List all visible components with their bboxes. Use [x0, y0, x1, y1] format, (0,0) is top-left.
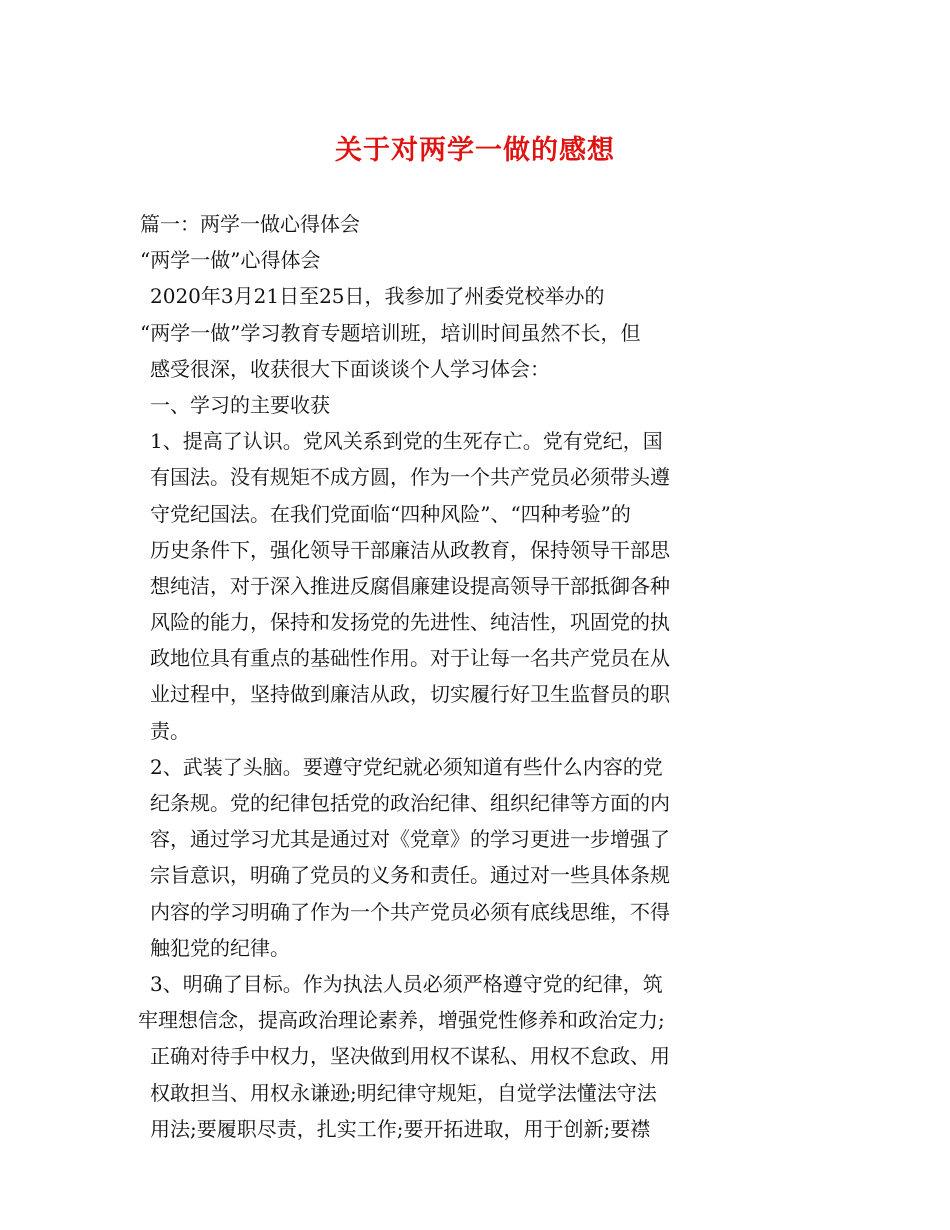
paragraph-line: 内容的学习明确了作为一个共产党员必须有底线思维，不得: [150, 899, 670, 924]
paragraph-line: 有国法。没有规矩不成方圆，作为一个共产党员必须带头遵: [150, 465, 670, 490]
paragraph-line: 1、提高了认识。党风关系到党的生死存亡。党有党纪，国: [150, 429, 663, 454]
paragraph-line: 政地位具有重点的基础性作用。对于让每一名共产党员在从: [150, 646, 670, 671]
paragraph-line: 宗旨意识，明确了党员的义务和责任。通过对一些具体条规: [150, 863, 670, 888]
paragraph-line: 容，通过学习尤其是通过对《党章》的学习更进一步增强了: [150, 827, 670, 852]
section-heading: 篇一：两学一做心得体会: [140, 212, 360, 236]
paragraph-line: 感受很深，收获很大下面谈谈个人学习体会：: [150, 356, 550, 381]
paragraph-line: 风险的能力，保持和发扬党的先进性、纯洁性，巩固党的执: [150, 610, 670, 635]
paragraph-line: 2、武装了头脑。要遵守党纪就必须知道有些什么内容的党: [150, 754, 663, 779]
paragraph-line: 纪条规。党的纪律包括党的政治纪律、组织纪律等方面的内: [150, 791, 670, 815]
paragraph-line: 守党纪国法。在我们党面临“四种风险”、“四种考验”的: [150, 501, 631, 526]
paragraph-line: 想纯洁，对于深入推进反腐倡廉建设提高领导干部抵御各种: [150, 573, 670, 598]
paragraph-line: 用法;要履职尽责，扎实工作;要开拓进取，用于创新;要襟: [150, 1116, 651, 1141]
paragraph-line: 权敢担当、用权永谦逊;明纪律守规矩，自觉学法懂法守法: [150, 1080, 657, 1105]
document-body: [138, 206, 728, 1147]
paragraph-line: 历史条件下，强化领导干部廉洁从政教育，保持领导干部思: [150, 537, 670, 562]
paragraph-line: 触犯党的纪律。: [150, 935, 290, 960]
subsection-heading: 一、学习的主要收获: [150, 392, 330, 417]
paragraph-line: “两学一做”学习教育专题培训班，培训时间虽然不长，但: [140, 320, 641, 345]
document-title: 关于对两学一做的感想: [335, 135, 615, 166]
paragraph-line: 2020年3月21日至25日，我参加了州委党校举办的: [150, 284, 605, 309]
paragraph-line: 正确对待手中权力，坚决做到用权不谋私、用权不怠政、用: [150, 1044, 670, 1069]
paragraph-line: 责。: [150, 718, 190, 743]
paragraph-line: 业过程中，坚持做到廉洁从政，切实履行好卫生监督员的职: [150, 682, 670, 707]
paragraph-line: 3、明确了目标。作为执法人员必须严格遵守党的纪律，筑: [150, 971, 663, 996]
article-heading: “两学一做”心得体会: [140, 248, 321, 273]
paragraph-line: 牢理想信念，提高政治理论素养，增强党性修养和政治定力;: [138, 1008, 665, 1033]
